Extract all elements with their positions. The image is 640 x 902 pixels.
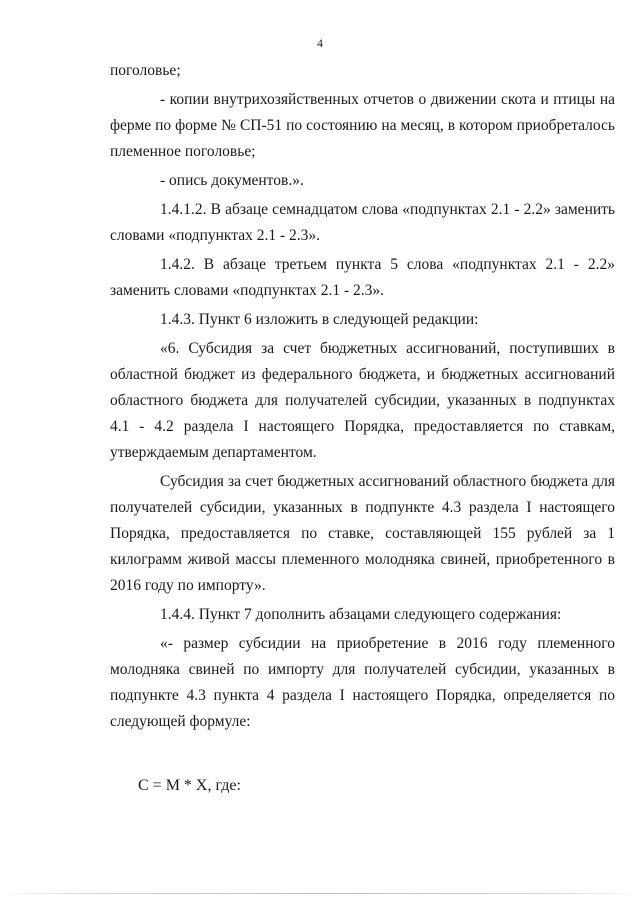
paragraph-list-item-copies: - копии внутрихозяйственных отчетов о движении скота и птицы на ферме по форме № СП-51 по состоянию на месяц, в котором приобреталось племенное поголовье;: [110, 91, 615, 160]
paragraph-subsidy-rate: Субсидия за счет бюджетных ассигнований областного бюджета для получателей субсидии, указанных в подпункте 4.3 раздела I настоящего Порядка, предоставляется по ставке, составляющей 155 рублей за 1 килограмм живой массы племенного молодняка свиней, приобретенного в 2016 году по импорту».: [110, 473, 615, 594]
document-body: [110, 58, 615, 799]
page-number: 4: [317, 36, 323, 50]
paragraph-1-4-2: 1.4.2. В абзаце третьем пункта 5 слова «подпунктах 2.1 - 2.2» заменить словами «подпунктах 2.1 - 2.3».: [110, 256, 615, 299]
scan-bottom-edge: [0, 893, 640, 894]
formula: С = М * Х, где:: [138, 777, 241, 794]
paragraph-subsidy-size: «- размер субсидии на приобретение в 2016 году племенного молодняка свиней по импорту для получателей субсидии, указанных в подпункте 4.3 пункта 4 раздела I настоящего Порядка, определяется по следующей формуле:: [110, 635, 615, 730]
paragraph-1-4-4: 1.4.4. Пункт 7 дополнить абзацами следующего содержания:: [160, 606, 562, 623]
paragraph-point-6: «6. Субсидия за счет бюджетных ассигнований, поступивших в областной бюджет из федерального бюджета, и бюджетных ассигнований областного бюджета для получателей субсидии, указанных в подпунктах 4.1 - 4.2 раздела I настоящего Порядка, предоставляется по ставкам, утверждаемым департаментом.: [110, 340, 615, 461]
paragraph-1-4-3: 1.4.3. Пункт 6 изложить в следующей редакции:: [160, 311, 479, 328]
paragraph-1-4-1-2: 1.4.1.2. В абзаце семнадцатом слова «подпунктах 2.1 - 2.2» заменить словами «подпунктах 2.1 - 2.3».: [110, 201, 615, 244]
paragraph-list-item-inventory: - опись документов.».: [160, 172, 304, 189]
paragraph-continuation: поголовье;: [110, 62, 181, 79]
